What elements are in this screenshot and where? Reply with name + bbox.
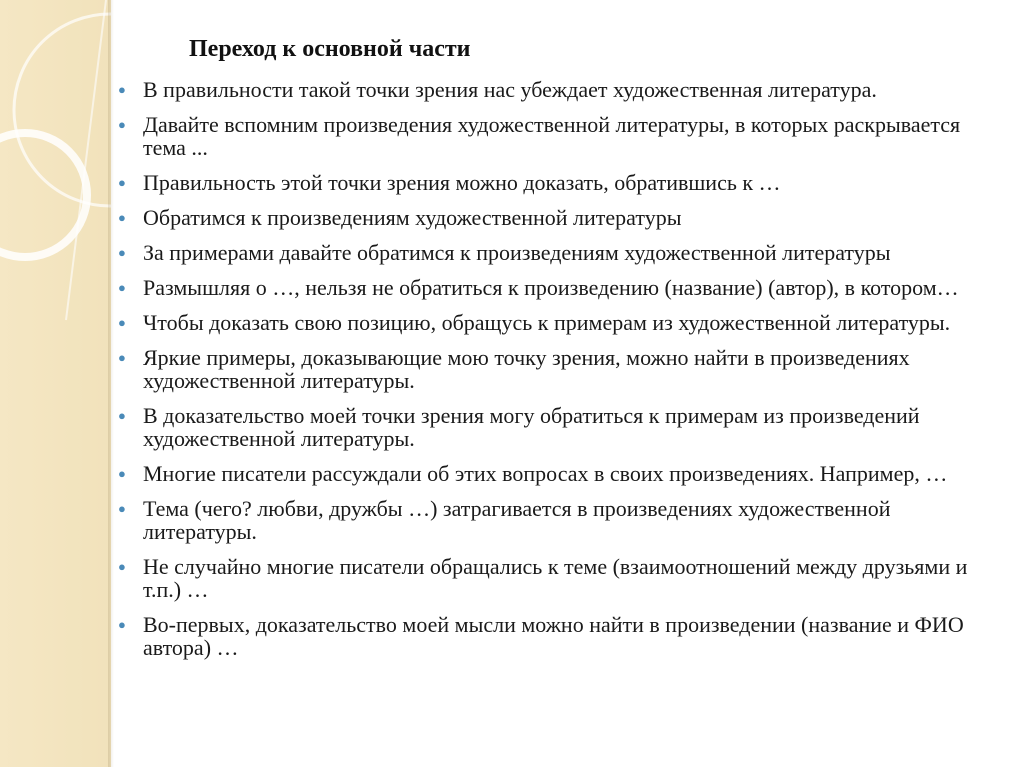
bullet-text: В правильности такой точки зрения нас убеждает художественная литература. <box>143 77 877 102</box>
bullet-text: Многие писатели рассуждали об этих вопросах в своих произведениях. Например, … <box>143 461 948 486</box>
bullet-item <box>118 613 998 659</box>
bullet-item <box>118 113 998 159</box>
bullet-text: Правильность этой точки зрения можно доказать, обратившись к … <box>143 170 781 195</box>
bullet-icon: ● <box>118 117 126 132</box>
bullet-icon: ● <box>118 350 126 365</box>
bullet-text: В доказательство моей точки зрения могу обратиться к примерам из произведений художественной литературы. <box>143 403 920 451</box>
panel-shadow <box>108 0 114 767</box>
bullet-item <box>118 311 998 334</box>
bullet-item <box>118 171 998 194</box>
bullet-text: Тема (чего? любви, дружбы …) затрагивается в произведениях художественной литературы. <box>143 496 891 544</box>
slide-title: Переход к основной части <box>189 36 471 62</box>
bullet-icon: ● <box>118 559 126 574</box>
bullet-item <box>118 555 998 601</box>
bullet-icon: ● <box>118 466 126 481</box>
bullet-text: Во-первых, доказательство моей мысли можно найти в произведении (название и ФИО автора) … <box>143 612 964 660</box>
bullet-icon: ● <box>118 175 126 190</box>
bullet-item <box>118 276 998 299</box>
bullet-text: Размышляя о …, нельзя не обратиться к произведению (название) (автор), в котором… <box>143 275 959 300</box>
bullet-item <box>118 462 998 485</box>
bullet-text: Обратимся к произведениям художественной литературы <box>143 205 682 230</box>
bullet-item <box>118 497 998 543</box>
bullet-text: Чтобы доказать свою позицию, обращусь к примерам из художественной литературы. <box>143 310 951 335</box>
bullet-icon: ● <box>118 82 126 97</box>
bullet-text: Яркие примеры, доказывающие мою точку зрения, можно найти в произведениях художественной литературы. <box>143 345 910 393</box>
bullet-item <box>118 206 998 229</box>
decorative-circles <box>0 0 111 767</box>
bullet-text: Не случайно многие писатели обращались к теме (взаимоотношений между друзьями и т.п.) … <box>143 554 968 602</box>
bullet-text: Давайте вспомним произведения художественной литературы, в которых раскрывается тема ... <box>143 112 961 160</box>
bullet-icon: ● <box>118 315 126 330</box>
bullet-item <box>118 241 998 264</box>
bullet-icon: ● <box>118 210 126 225</box>
bullet-text: За примерами давайте обратимся к произведениям художественной литературы <box>143 240 891 265</box>
decorative-ring-large <box>0 133 87 257</box>
bullet-item <box>118 404 998 450</box>
bullet-icon: ● <box>118 245 126 260</box>
bullet-icon: ● <box>118 617 126 632</box>
decorative-ring-outer <box>14 14 111 206</box>
bullet-icon: ● <box>118 408 126 423</box>
bullet-icon: ● <box>118 501 126 516</box>
bullet-icon: ● <box>118 280 126 295</box>
bullet-list <box>118 78 998 671</box>
bullet-item <box>118 78 998 101</box>
bullet-item <box>118 346 998 392</box>
decorative-side-panel <box>0 0 111 767</box>
